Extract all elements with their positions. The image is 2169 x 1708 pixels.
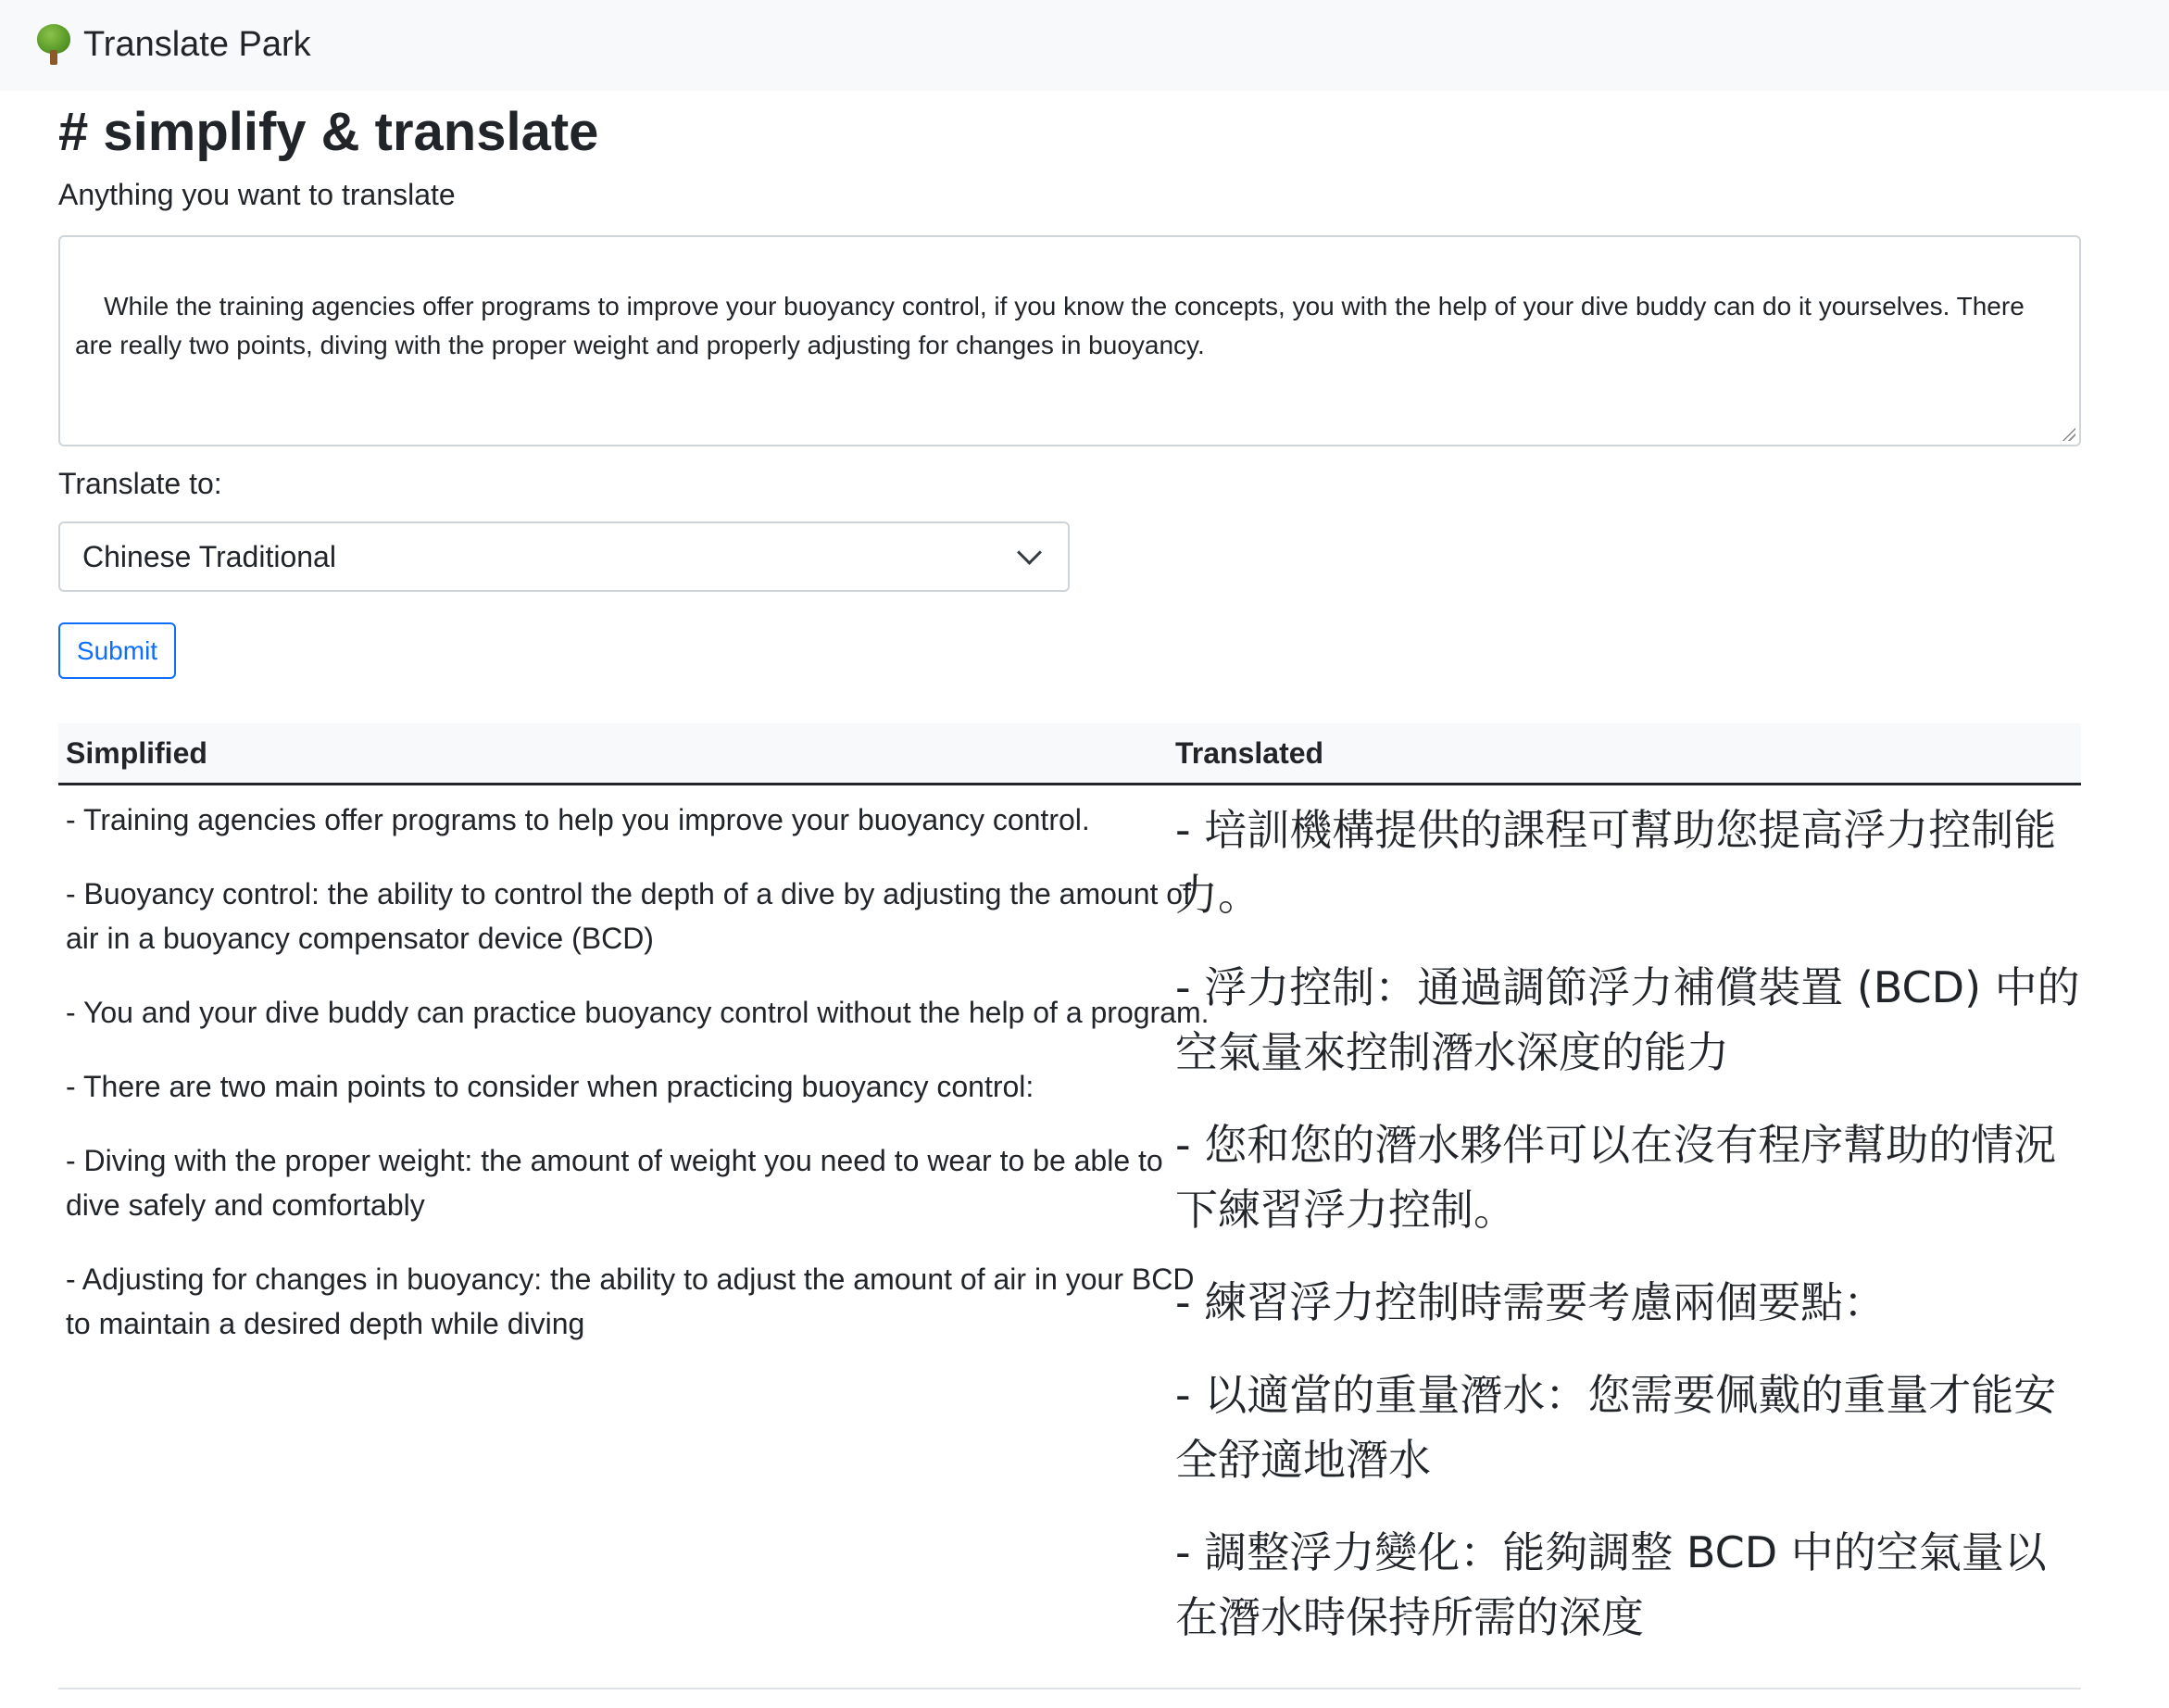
translated-item: - 培訓機構提供的課程可幫助您提高浮力控制能力。 [1175, 805, 2057, 920]
simplified-item: - Buoyancy control: the ability to control the depth of a dive by adjusting the amount of air in a buoyancy compensator device (BCD) [66, 877, 1191, 955]
simplified-item: - Training agencies offer programs to help you improve your buoyancy control. [66, 803, 1090, 836]
translated-item: - 您和您的潛水夥伴可以在沒有程序幫助的情況下練習浮力控制。 [1175, 1120, 2057, 1235]
brand-name: Translate Park [83, 24, 311, 64]
results-table-header [58, 723, 2081, 785]
translated-column [1175, 797, 2083, 1677]
brand-link[interactable] [35, 17, 311, 72]
bottom-divider [58, 1688, 2081, 1689]
simplified-item: - Diving with the proper weight: the amount of weight you need to wear to be able to dive safely and comfortably [66, 1144, 1163, 1222]
navbar [0, 0, 2169, 91]
input-label: Anything you want to translate [58, 178, 456, 211]
source-text-value: While the training agencies offer programs to improve your buoyancy control, if you know the concepts, you with the help of your dive buddy can do it yourselves. There are really two points, diving with the proper weight and properly adjusting for changes in buoyancy. [75, 292, 2032, 359]
chevron-down-icon [1017, 540, 1042, 565]
translated-item: - 以適當的重量潛水：您需要佩戴的重量才能安全舒適地潛水 [1175, 1370, 2057, 1485]
simplified-item: - Adjusting for changes in buoyancy: the ability to adjust the amount of air in your BCD to maintain a desired depth while diving [66, 1262, 1195, 1340]
translated-item: - 調整浮力變化：能夠調整 BCD 中的空氣量以在潛水時保持所需的深度 [1175, 1527, 2047, 1642]
page-title: # simplify & translate [58, 102, 599, 162]
target-language-value: Chinese Traditional [82, 539, 336, 573]
translated-item: - 浮力控制：通過調節浮力補償裝置 (BCD) 中的空氣量來控制潛水深度的能力 [1175, 962, 2080, 1077]
header-simplified: Simplified [66, 736, 207, 770]
header-translated: Translated [1175, 736, 1324, 770]
translated-item: - 練習浮力控制時需要考慮兩個要點： [1175, 1277, 1887, 1327]
target-language-select[interactable] [58, 521, 1070, 592]
simplified-item: - There are two main points to consider when practicing buoyancy control: [66, 1070, 1034, 1103]
source-text-input[interactable] [58, 235, 2081, 446]
results-table [58, 723, 2081, 1642]
simplified-item: - You and your dive buddy can practice buoyancy control without the help of a program. [66, 996, 1210, 1029]
deciduous-tree-icon [35, 24, 72, 65]
target-language-label: Translate to: [58, 467, 222, 500]
simplified-column [66, 797, 1214, 1375]
submit-button[interactable]: Submit [58, 622, 176, 679]
resize-handle-icon[interactable] [2061, 426, 2075, 441]
